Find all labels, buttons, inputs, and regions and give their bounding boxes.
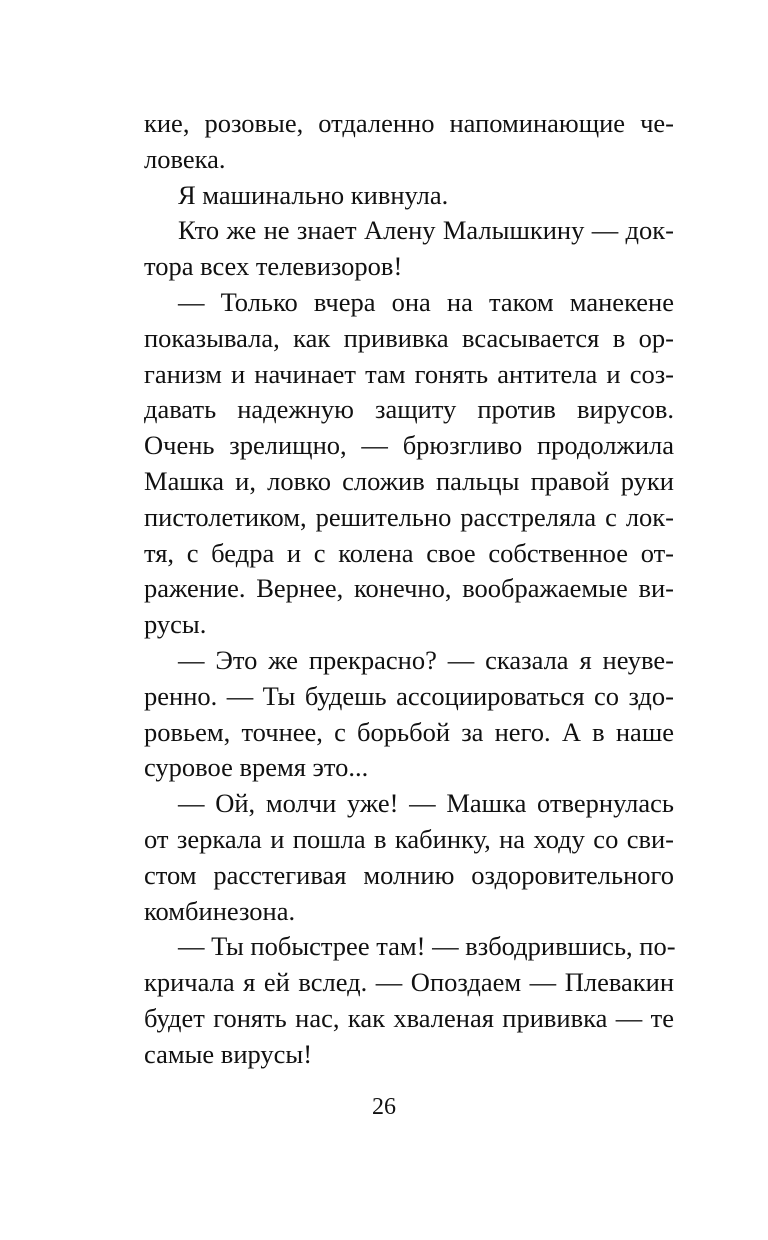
text-line: пистолетиком, решительно расстреляла с лок- [144,501,674,532]
text-line: Кто же не знает Алену Малышкину — док- [178,215,674,246]
text-line: кие, розовые, отдаленно напоминающие че- [144,108,674,138]
page-number: 26 [372,1094,396,1120]
text-line: стом расстегивая молнию оздоровительного [144,859,674,890]
text-line: — Только вчера она на таком манекене [178,286,674,317]
text-line: самые вирусы! [144,1038,313,1069]
text-line: кричала я ей вслед. — Опоздаем — Плевакин [144,967,674,998]
text-line: от зеркала и пошла в кабинку, на ходу со сви- [144,823,674,854]
text-line: комбинезона. [144,895,296,926]
text-line: — Ты побыстрее там! — взбодрившись, по- [178,931,676,962]
text-line: Очень зрелищно, — брюзгливо продолжила [144,430,674,461]
text-line: ренно. — Ты будешь ассоциироваться со здо- [144,680,674,711]
text-line: тя, с бедра и с колена свое собственное от- [144,537,674,568]
text-line: ловека. [144,143,226,174]
text-line: Машка и, ловко сложив пальцы правой руки [144,465,674,496]
text-line: русы. [144,609,207,640]
text-line: ганизм и начинает там гонять антитела и соз- [144,358,674,389]
body-text [144,106,674,1073]
text-line: будет гонять нас, как хваленая прививка — те [144,1002,674,1033]
text-line: показывала, как прививка всасывается в ор- [144,322,674,353]
text-line: давать надежную защиту против вирусов. [144,394,674,425]
text-line: ровьем, точнее, с борьбой за него. А в наше [144,716,674,747]
text-line: Я машинально кивнула. [178,179,449,210]
text-line: тора всех телевизоров! [144,251,403,282]
text-line: суровое время это... [144,752,369,783]
text-line: — Ой, молчи уже! — Машка отвернулась [178,788,674,819]
text-line: — Это же прекрасно? — сказала я неуве- [178,644,674,675]
text-line: ражение. Вернее, конечно, воображаемые ви- [144,573,674,604]
